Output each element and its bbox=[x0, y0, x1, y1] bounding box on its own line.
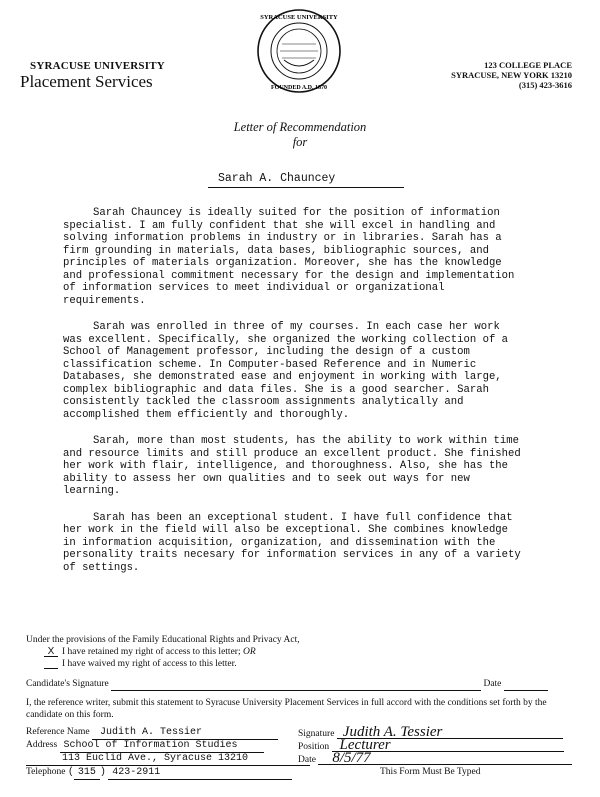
org-address bbox=[451, 60, 572, 90]
ferpa-option-waived bbox=[26, 658, 300, 670]
paragraph-1: Sarah Chauncey is ideally suited for the position of information specialist. I am fully confident that she will excel in handling and solving information problems in industry or in libraries. Sarah has a firm grounding in materials, data bases, bibliographic sources, and principles of materials organization. Moreover, she has the knowledge and professional commitment necessary for the design and implementation of information services to meet individual or organizational requirements. bbox=[63, 207, 515, 307]
address-phone: (315) 423-3616 bbox=[518, 80, 572, 90]
address-row-2 bbox=[26, 752, 310, 766]
telephone-label: Telephone bbox=[26, 767, 66, 777]
address-field-line1[interactable]: School of Information Studies bbox=[60, 740, 264, 753]
retained-checkbox[interactable]: X bbox=[44, 647, 58, 657]
position-label: Position bbox=[298, 742, 330, 752]
title-line2: for bbox=[292, 135, 308, 149]
address-field-line2[interactable]: 113 Euclid Ave., Syracuse 13210 bbox=[26, 753, 310, 766]
university-seal bbox=[256, 8, 342, 94]
signature-field[interactable]: Judith A. Tessier bbox=[337, 726, 563, 739]
address-city: SYRACUSE, NEW YORK 13210 bbox=[451, 70, 572, 80]
signature-label: Signature bbox=[298, 729, 335, 739]
ferpa-intro: Under the provisions of the Family Educational Rights and Privacy Act, bbox=[26, 635, 300, 645]
candidate-date-label: Date bbox=[483, 679, 502, 689]
position-field[interactable]: Lecturer bbox=[332, 739, 564, 752]
waived-checkbox[interactable] bbox=[44, 659, 58, 669]
reference-name-row bbox=[26, 726, 278, 740]
date2-label: Date bbox=[298, 755, 316, 765]
title-line1: Letter of Recommendation bbox=[233, 120, 367, 134]
letter-title bbox=[0, 120, 600, 150]
telephone-row: Telephone ( 315 ) 423-2911 bbox=[26, 766, 292, 780]
paragraph-2: Sarah was enrolled in three of my courses. In each case her work was excellent. Specifically, she organized the working collection of a School of Management professor, including the design of a custom classification scheme. In Computer-based Reference and in Numeric Databases, she demonstrated ease and enjoyment in working with large, complex bibliographic and data files. She is a good searcher. Sarah consistently tackled the classroom assignments analytically and accomplished them efficiently and thoroughly. bbox=[63, 321, 509, 421]
paragraph-3: Sarah, more than most students, has the ability to work within time and resource limits and still produce an excellent product. She finished her work with flair, intelligence, and thoroughness. Also, she has the ability to assess her own qualities and to seek out ways for new learning. bbox=[63, 435, 521, 497]
reference-statement: I, the reference writer, submit this statement to Syracuse University Placement Services in full accord with the conditions set forth by the candidate on this form. bbox=[26, 698, 547, 720]
typed-note: This Form Must Be Typed bbox=[380, 767, 481, 777]
candidate-signature-field[interactable] bbox=[111, 678, 481, 691]
candidate-date-field[interactable] bbox=[504, 678, 548, 691]
org-department: Placement Services bbox=[20, 72, 153, 91]
candidate-signature-label: Candidate's Signature bbox=[26, 679, 109, 689]
waived-label: I have waived my right of access to this letter. bbox=[62, 659, 237, 669]
seal-text-bottom: FOUNDED A.D. 1870 bbox=[270, 85, 328, 91]
paragraph-4: Sarah has been an exceptional student. I have full confidence that her work in the field will also be exceptional. She combines knowledge in information acquisition, organization, and dissemination with the personality traits necesary for information services in any of a variety of settings. bbox=[63, 511, 521, 574]
candidate-signature-row bbox=[26, 678, 574, 691]
address-street: 123 COLLEGE PLACE bbox=[484, 60, 572, 70]
or-label: OR bbox=[242, 647, 256, 657]
letter-body bbox=[63, 207, 525, 588]
telephone-area-field[interactable]: 315 bbox=[74, 767, 100, 780]
address-row bbox=[26, 739, 264, 753]
address-label: Address bbox=[26, 740, 58, 750]
telephone-number-field[interactable]: 423-2911 bbox=[108, 767, 292, 780]
date-row bbox=[298, 752, 572, 766]
ferpa-section bbox=[26, 634, 300, 670]
retained-label: I have retained my right of access to this letter; bbox=[62, 647, 241, 657]
date2-field[interactable]: 8/5/77 bbox=[318, 752, 572, 765]
org-name: SYRACUSE UNIVERSITY bbox=[30, 60, 165, 72]
reference-name-label: Reference Name bbox=[26, 727, 90, 737]
seal-text-top: SYRACUSE UNIVERSITY bbox=[260, 14, 338, 21]
signature-row bbox=[298, 726, 563, 740]
candidate-name-underline bbox=[208, 187, 404, 188]
reference-name-field[interactable]: Judith A. Tessier bbox=[92, 727, 278, 740]
candidate-name: Sarah A. Chauncey bbox=[218, 172, 336, 185]
ferpa-option-retained bbox=[26, 646, 300, 658]
